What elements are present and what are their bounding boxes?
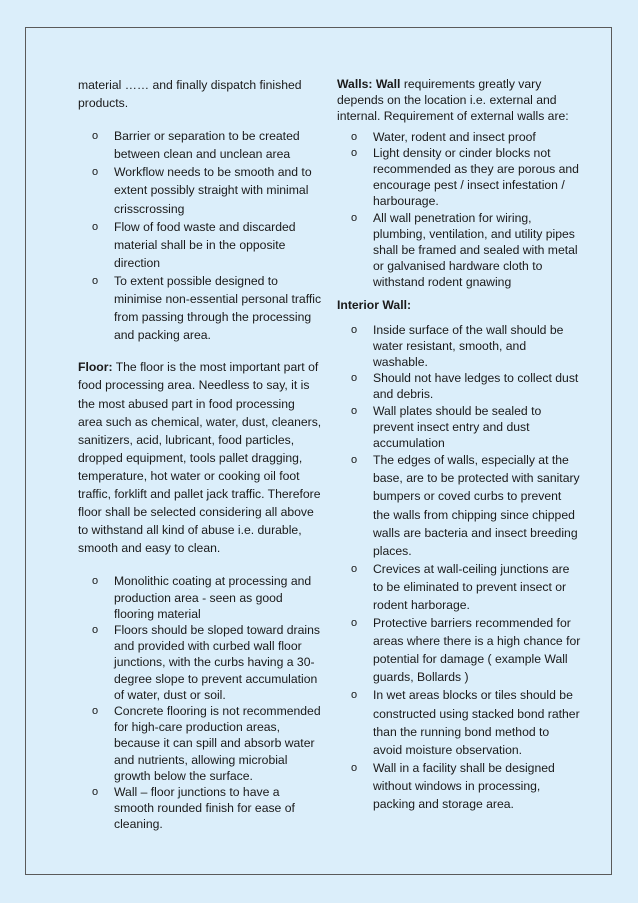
bullet-icon: o — [92, 130, 99, 143]
walls-paragraph — [337, 76, 581, 125]
bullet-icon: o — [92, 623, 99, 636]
walls-text: requirements greatly vary depends on the location i.e. external and internal. Requirement of external walls are: — [337, 77, 569, 124]
process-flow-list — [78, 127, 322, 344]
list-item: o Should not have ledges to collect dust and debris. — [351, 371, 579, 402]
list-item: o Barrier or separation to be created between clean and unclean area — [92, 129, 300, 162]
interior-walls-list-b — [337, 451, 581, 813]
bullet-icon: o — [351, 130, 358, 143]
floor-list — [78, 573, 322, 832]
list-item: o The edges of walls, especially at the base, are to be protected with sanitary bumpers or coved curbs to prevent the walls from chipping since chipped walls are bacteria and insect breeding places. — [351, 453, 580, 558]
bullet-icon: o — [351, 372, 358, 385]
list-item: o Crevices at wall-ceiling junctions are to be eliminated to prevent insect or rodent harborage. — [351, 561, 570, 613]
bullet-icon: o — [351, 211, 358, 224]
left-column — [78, 76, 322, 833]
interior-wall-heading: Interior Wall: — [337, 297, 412, 312]
walls-heading: Walls: Wall — [337, 77, 401, 91]
bullet-icon: o — [351, 617, 358, 630]
list-item: o Flow of food waste and discarded material shall be in the opposite direction — [92, 219, 296, 270]
bullet-icon: o — [92, 785, 99, 798]
bullet-icon: o — [92, 274, 99, 287]
interior-walls-list-a — [337, 322, 581, 452]
bullet-icon: o — [92, 575, 99, 588]
bullet-icon: o — [92, 704, 99, 717]
bullet-icon: o — [351, 689, 358, 702]
right-column — [337, 76, 581, 813]
bullet-icon: o — [351, 562, 358, 575]
list-item: o Monolithic coating at processing and production area - seen as good flooring material — [92, 574, 312, 621]
list-item: o Light density or cinder blocks not recommended as they are porous and encourage pest / insect infestation / harbourage. — [351, 145, 579, 209]
list-item: o In wet areas blocks or tiles should be constructed using stacked bond rather than the running bond method to avoid moisture observation. — [351, 688, 580, 757]
list-item: o Protective barriers recommended for areas where there is a high chance for potential for damage ( example Wall guards, Bollards ) — [351, 616, 581, 685]
list-item: o Floors should be sloped toward drains and provided with curbed wall floor junctions, with the curbs having a 30-degree slope to prevent accumulation of water, dust or soil. — [92, 622, 320, 702]
floor-heading: Floor: — [78, 360, 113, 375]
list-item: o Water, rodent and insect proof — [351, 129, 536, 144]
bullet-icon: o — [92, 166, 99, 179]
list-item: o Wall in a facility shall be designed without windows in processing, packing and storage area. — [351, 760, 555, 812]
floor-text: The floor is the most important part of food processing area. Needless to say, it is the most abused part in food processing area such as chemical, water, dust, cleaners, sanitizers, acid, lubricant, food particles, dropped equipment, tools pallet dragging, temperature, hot water or cooking oil foot traffic, forklift and pallet jack traffic. Therefore floor shall be selected considering all above to withstand all kind of abuse i.e. durable, smooth and easy to clean. — [78, 360, 322, 556]
external-walls-list — [337, 129, 581, 291]
bullet-icon: o — [351, 404, 358, 417]
list-item: o Wall plates should be sealed to prevent insect entry and dust accumulation — [351, 403, 542, 451]
bullet-icon: o — [351, 146, 358, 159]
list-item: o Concrete flooring is not recommended for high-care production areas, because it can spill and absorb water and nutrients, allowing microbial growth below the surface. — [92, 703, 321, 783]
list-item: o Workflow needs to be smooth and to extent possibly straight with minimal crisscrossing — [92, 165, 312, 216]
bullet-icon: o — [92, 220, 99, 233]
list-item: o All wall penetration for wiring, plumbing, ventilation, and utility pipes shall be framed and sealed with metal or galvanised hardware cloth to withstand rodent gnawing — [351, 210, 578, 290]
bullet-icon: o — [351, 454, 358, 467]
bullet-icon: o — [351, 761, 358, 774]
floor-paragraph — [78, 358, 322, 557]
bullet-icon: o — [351, 323, 358, 336]
list-item: o Inside surface of the wall should be water resistant, smooth, and washable. — [351, 322, 564, 370]
intro-paragraph: material …… and finally dispatch finished products. — [78, 78, 302, 111]
list-item: o To extent possible designed to minimise non-essential personal traffic from passing through the processing and packing area. — [92, 273, 322, 343]
list-item: o Wall – floor junctions to have a smooth rounded finish for ease of cleaning. — [92, 784, 295, 832]
